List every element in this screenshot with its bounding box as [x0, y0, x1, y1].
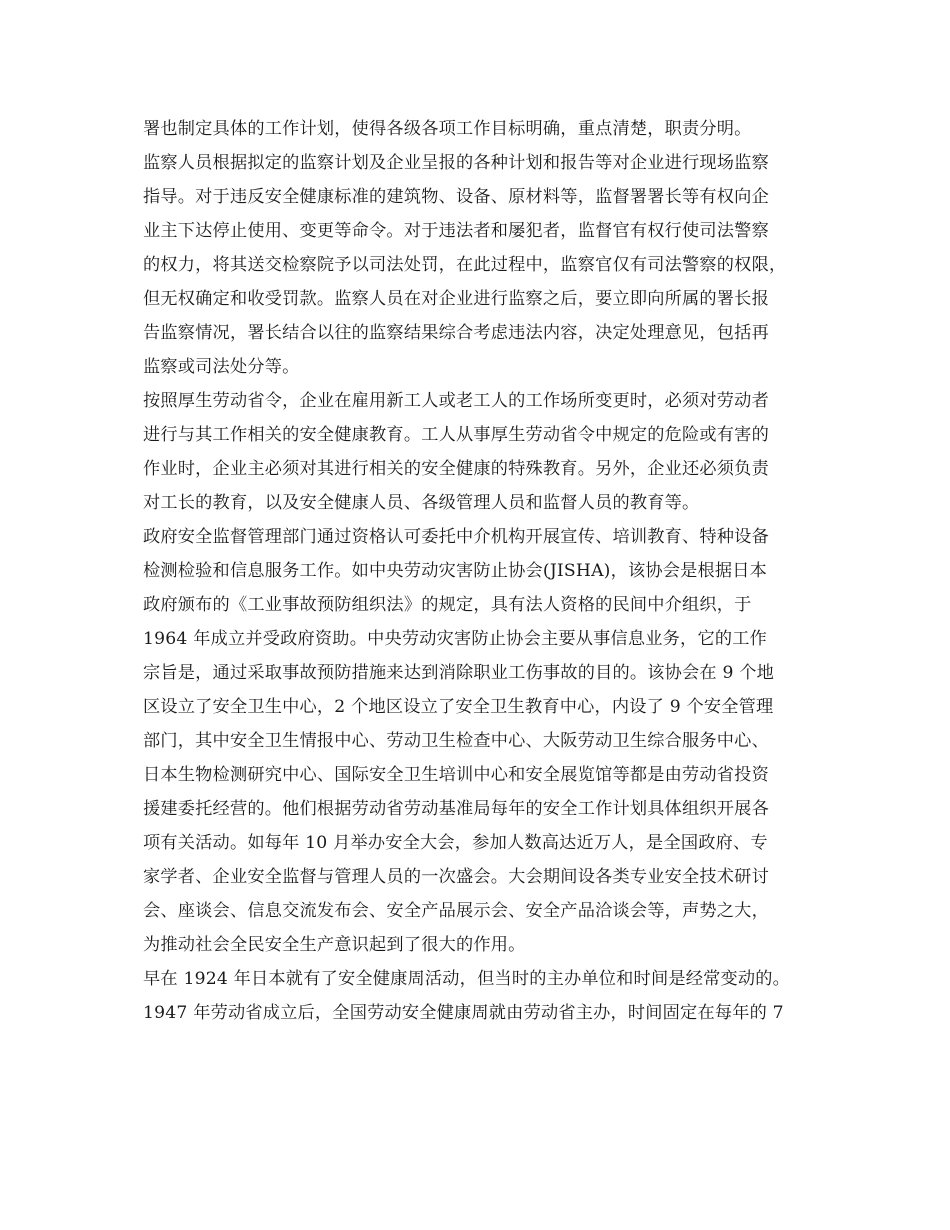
text-line: 援建委托经营的。他们根据劳动省劳动基准局每年的安全工作计划具体组织开展各	[143, 799, 769, 819]
text-line: 的权力，将其送交检察院予以司法处罚，在此过程中，监察官仅有司法警察的权限，	[143, 255, 787, 275]
text-line: 检测检验和信息服务工作。如中央劳动灾害防止协会(JISHA)，该协会是根据日本	[143, 561, 768, 581]
text-line: 项有关活动。如每年 10 月举办安全大会，参加人数高达近万人，是全国政府、专	[143, 833, 768, 853]
text-line: 监察人员根据拟定的监察计划及企业呈报的各种计划和报告等对企业进行现场监察	[143, 153, 769, 173]
text-line: 区设立了安全卫生中心，2 个地区设立了安全卫生教育中心，内设了 9 个安全管理	[143, 697, 774, 717]
text-line: 日本生物检测研究中心、国际安全卫生培训中心和安全展览馆等都是由劳动省投资	[143, 765, 769, 785]
text-line: 但无权确定和收受罚款。监察人员在对企业进行监察之后，要立即向所属的署长报	[143, 289, 769, 309]
text-line: 按照厚生劳动省令，企业在雇用新工人或老工人的工作场所变更时，必须对劳动者	[143, 391, 769, 411]
text-line: 署也制定具体的工作计划，使得各级各项工作目标明确，重点清楚，职责分明。	[143, 119, 752, 139]
text-line: 早在 1924 年日本就有了安全健康周活动，但当时的主办单位和时间是经常变动的。	[143, 969, 791, 989]
text-line: 对工长的教育，以及安全健康人员、各级管理人员和监督人员的教育等。	[143, 493, 700, 513]
text-line: 指导。对于违反安全健康标准的建筑物、设备、原材料等，监督署署长等有权向企	[143, 187, 769, 207]
text-line: 业主下达停止使用、变更等命令。对于违法者和屡犯者，监督官有权行使司法警察	[143, 221, 769, 241]
text-line: 为推动社会全民安全生产意识起到了很大的作用。	[143, 935, 526, 955]
text-line: 宗旨是，通过采取事故预防措施来达到消除职业工伤事故的目的。该协会在 9 个地	[143, 663, 775, 683]
text-line: 告监察情况，署长结合以往的监察结果综合考虑违法内容，决定处理意见，包括再	[143, 323, 769, 343]
text-line: 1964 年成立并受政府资助。中央劳动灾害防止协会主要从事信息业务，它的工作	[143, 629, 767, 649]
text-line: 会、座谈会、信息交流发布会、安全产品展示会、安全产品洽谈会等，声势之大，	[143, 901, 769, 921]
text-line: 政府颁布的《工业事故预防组织法》的规定，具有法人资格的民间中介组织，于	[143, 595, 752, 615]
text-line: 1947 年劳动省成立后，全国劳动安全健康周就由劳动省主办，时间固定在每年的 7	[143, 1003, 784, 1023]
text-line: 部门，其中安全卫生情报中心、劳动卫生检查中心、大阪劳动卫生综合服务中心、	[143, 731, 769, 751]
text-line: 监察或司法处分等。	[143, 357, 300, 377]
text-line: 作业时，企业主必须对其进行相关的安全健康的特殊教育。另外，企业还必须负责	[143, 459, 769, 479]
text-line: 进行与其工作相关的安全健康教育。工人从事厚生劳动省令中规定的危险或有害的	[143, 425, 769, 445]
text-line: 家学者、企业安全监督与管理人员的一次盛会。大会期间设各类专业安全技术研讨	[143, 867, 769, 887]
text-line: 政府安全监督管理部门通过资格认可委托中介机构开展宣传、培训教育、特种设备	[143, 527, 769, 547]
